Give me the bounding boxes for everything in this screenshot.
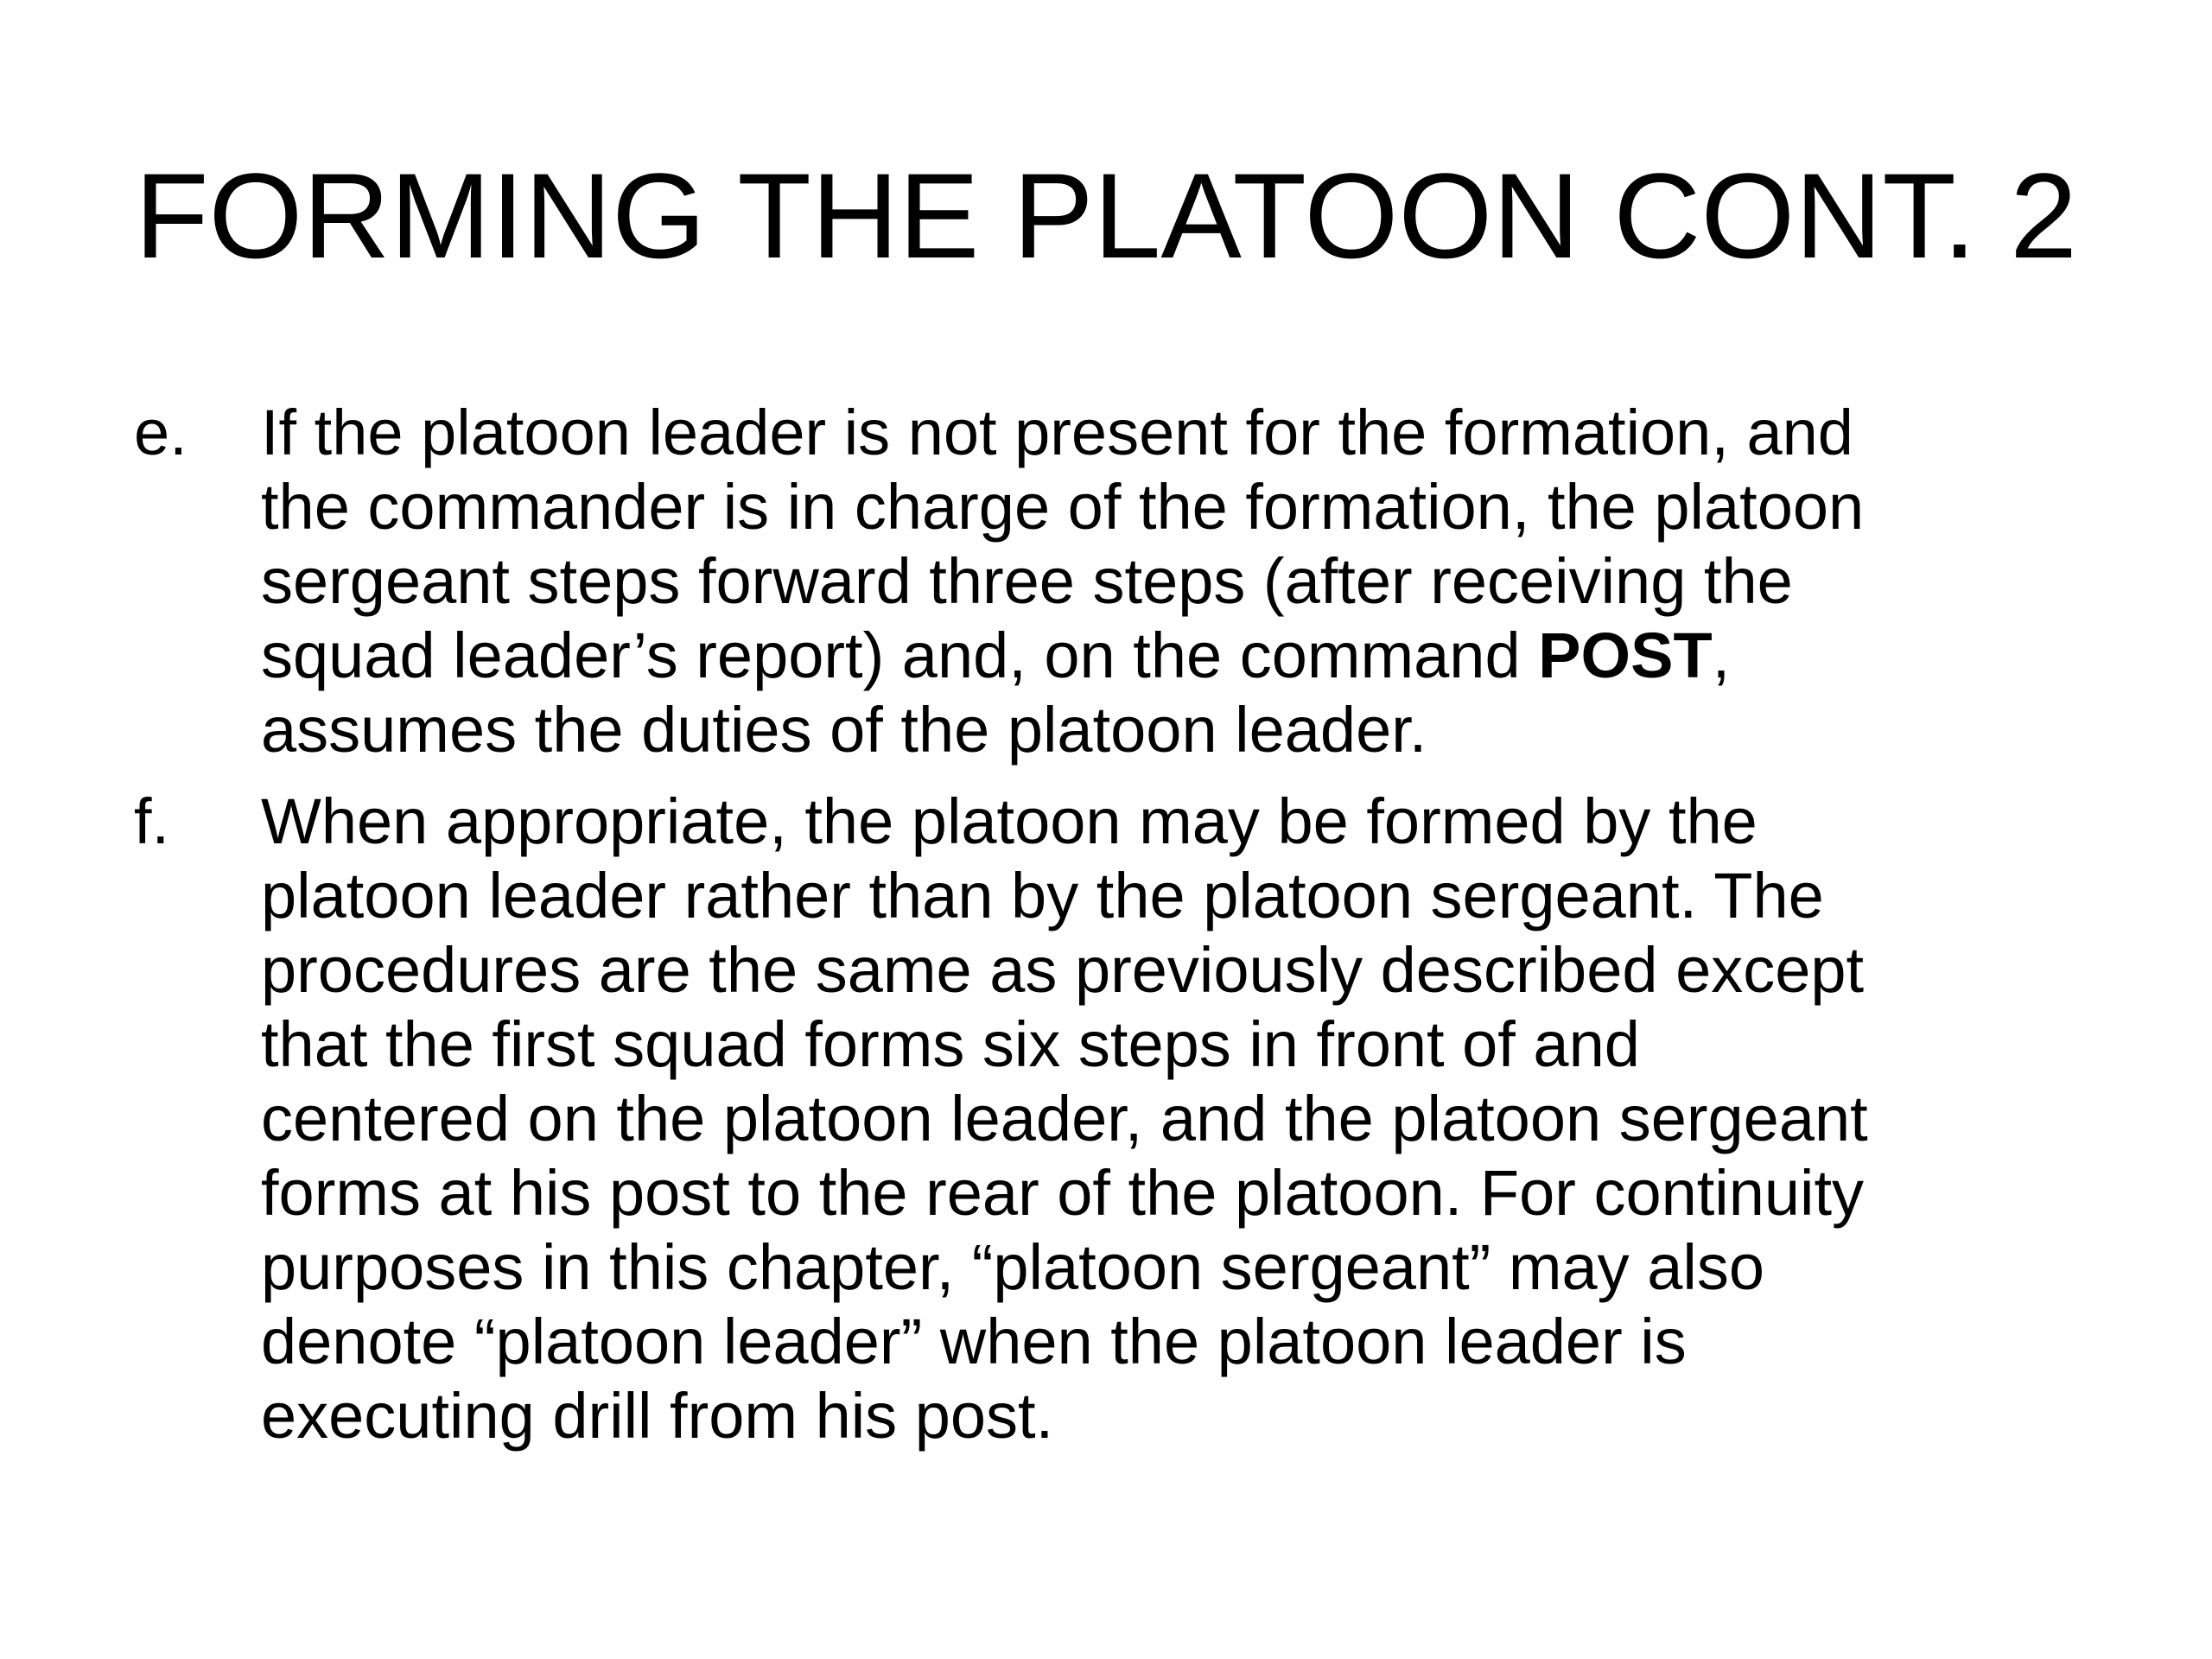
text-line: centered on the platoon leader, and the platoon sergeant xyxy=(261,1083,1868,1154)
text-line: If the platoon leader is not present for the formation, and xyxy=(261,397,1853,468)
list-marker-f: f. xyxy=(134,785,170,857)
text-segment: , xyxy=(1712,620,1731,691)
text-line: sergeant steps forward three steps (after receiving the xyxy=(261,545,1793,617)
text-line: assumes the duties of the platoon leader. xyxy=(261,694,1427,766)
list-marker-e: e. xyxy=(134,397,188,468)
text-line: executing drill from his post. xyxy=(261,1380,1054,1452)
text-line: procedures are the same as previously described except xyxy=(261,934,1865,1006)
text-line: that the first squad forms six steps in front of and xyxy=(261,1008,1640,1080)
text-line: the commander is in charge of the formation, the platoon xyxy=(261,471,1865,543)
text-line: purposes in this chapter, “platoon sergeant” may also xyxy=(261,1231,1764,1303)
list-item-e-text xyxy=(261,396,2119,767)
command-post-bold: POST xyxy=(1538,620,1713,691)
slide-title: FORMING THE PLATOON CONT. 2 xyxy=(134,148,2078,283)
text-line xyxy=(261,619,2119,693)
text-line: denote “platoon leader” when the platoon leader is xyxy=(261,1306,1687,1377)
text-line: forms at his post to the rear of the platoon. For continuity xyxy=(261,1157,1865,1229)
text-segment: squad leader’s report) and, on the command xyxy=(261,620,1539,691)
text-line: When appropriate, the platoon may be formed by the xyxy=(261,785,1758,857)
list-item-f-text xyxy=(261,785,2119,1453)
text-line: platoon leader rather than by the platoon sergeant. The xyxy=(261,860,1824,931)
